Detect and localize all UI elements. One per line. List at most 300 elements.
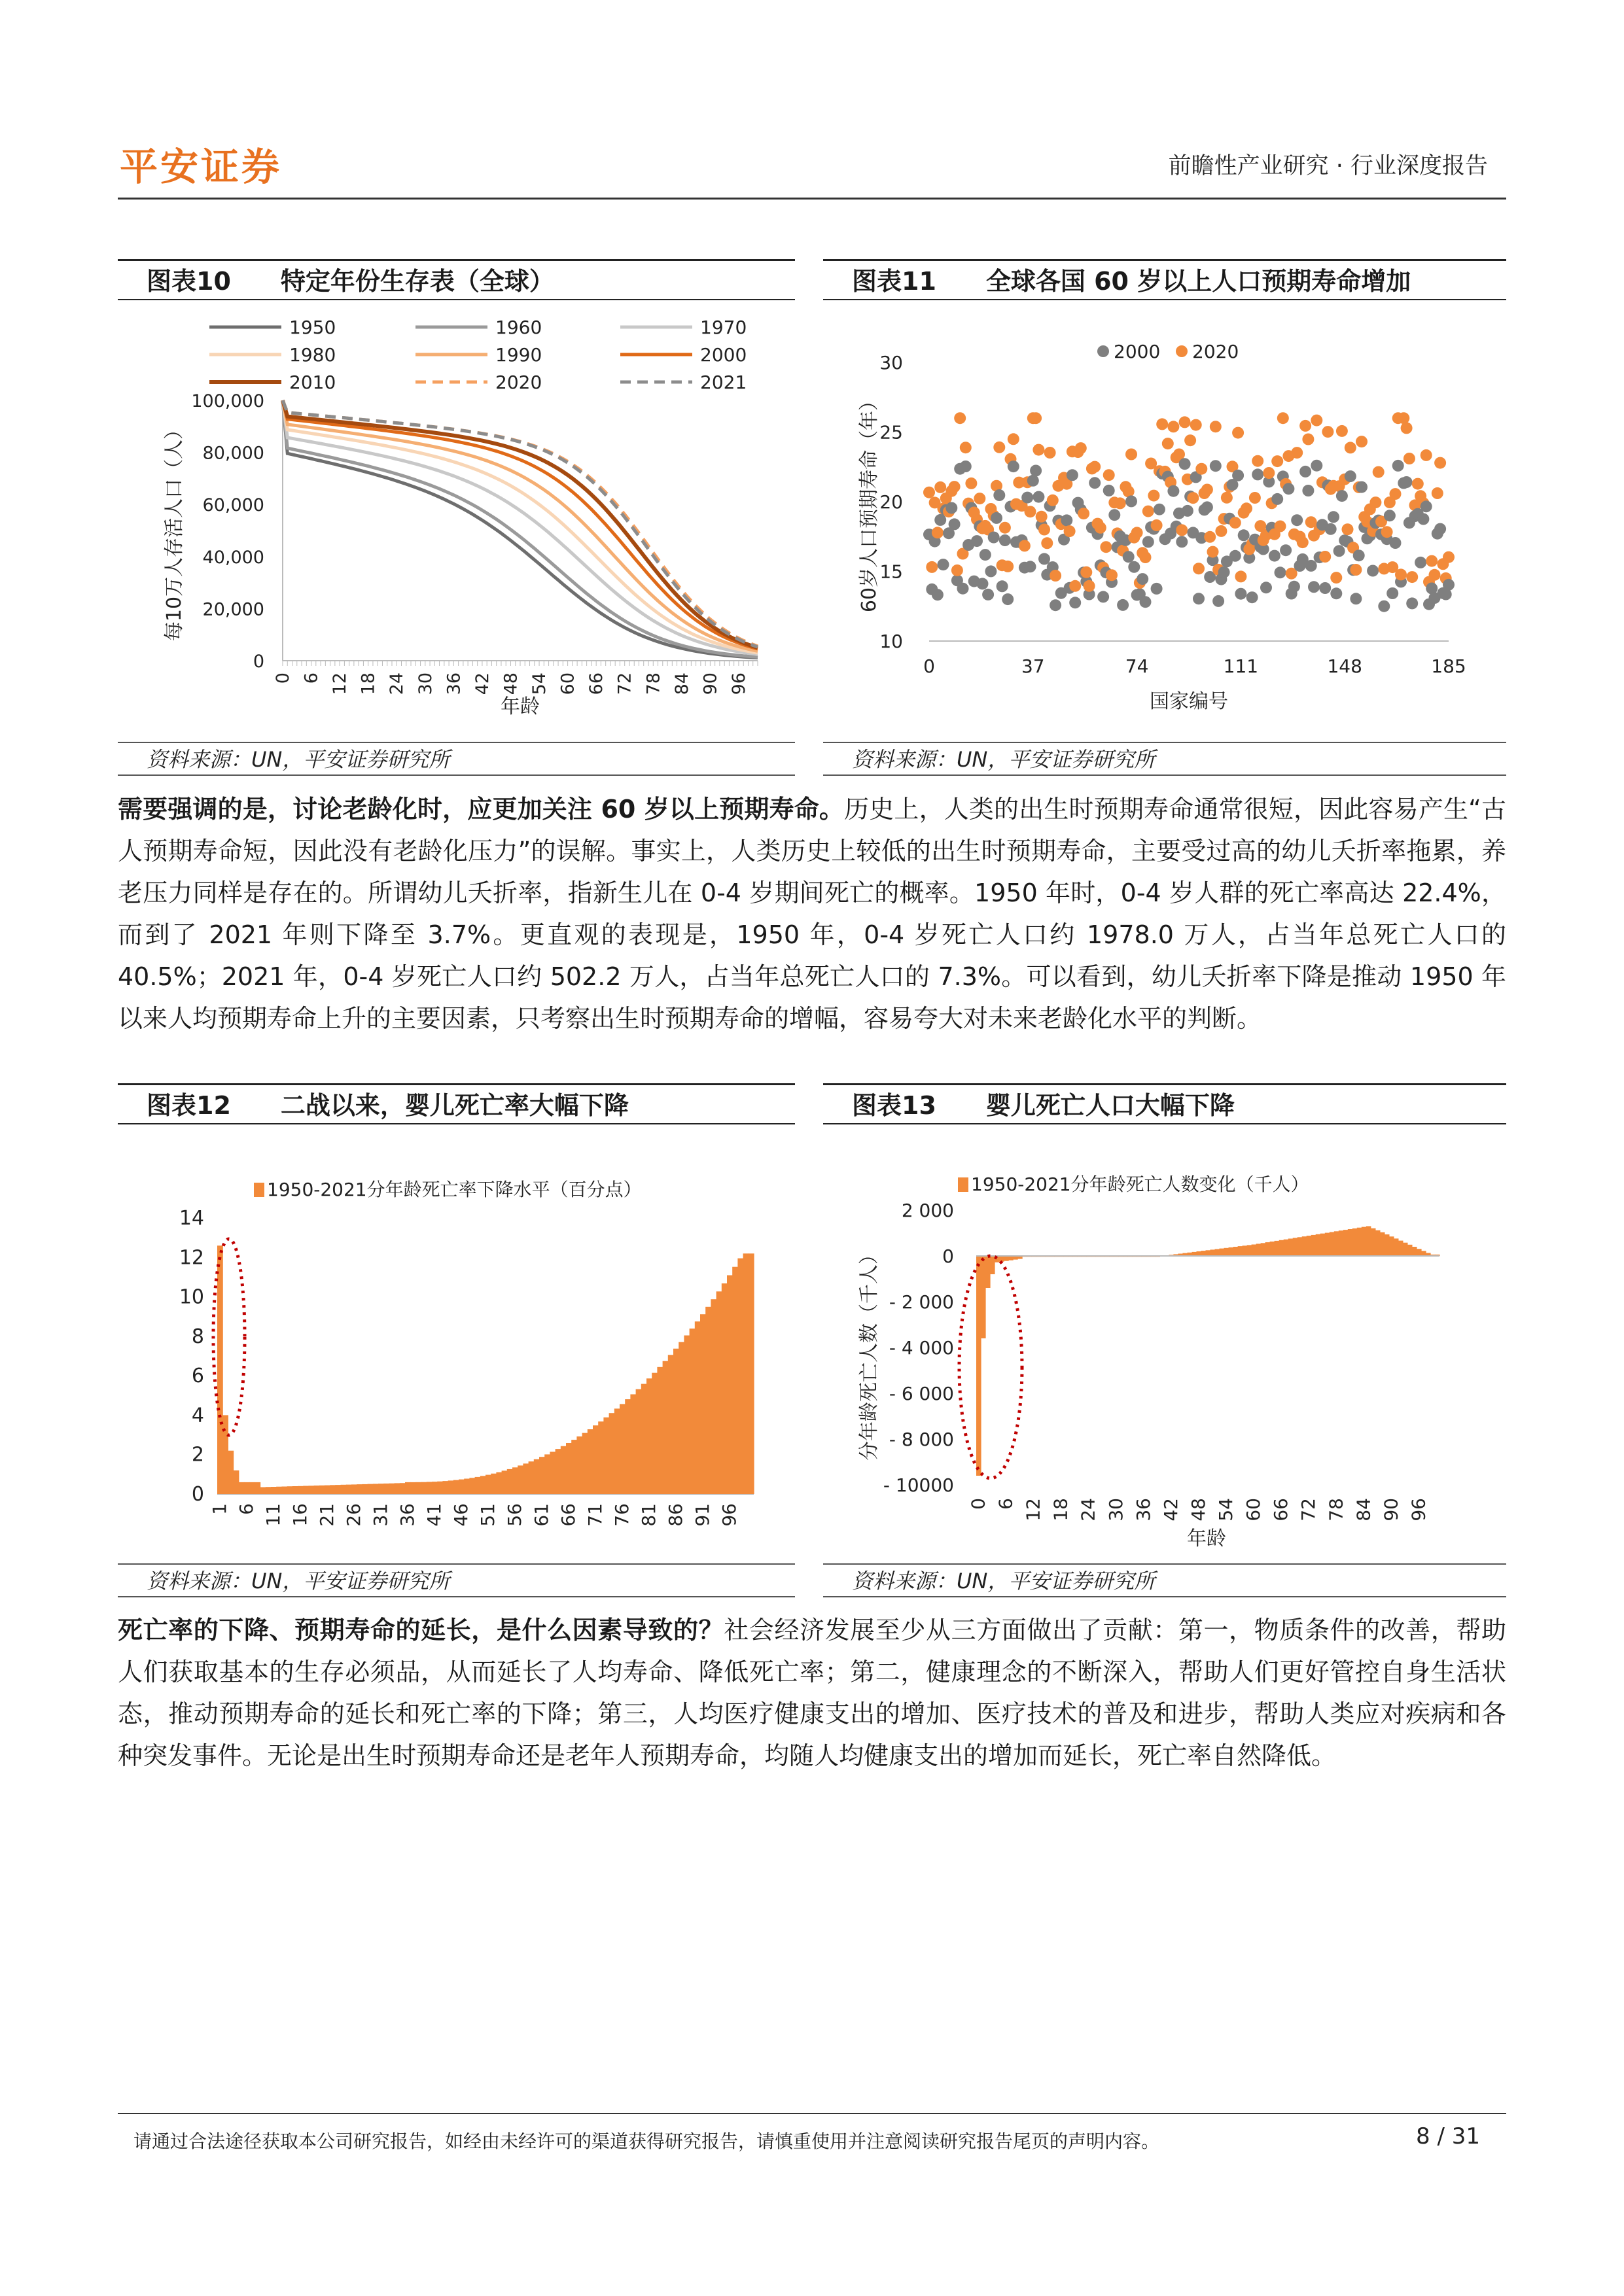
fig12-bar bbox=[341, 1485, 347, 1494]
fig13-y-tick: 2 000 bbox=[901, 1200, 954, 1221]
fig10-x-tick: 66 bbox=[586, 672, 607, 695]
fig12-bar bbox=[415, 1482, 421, 1494]
dot-2020 bbox=[1106, 569, 1118, 581]
fig12-x-tick: 56 bbox=[504, 1503, 526, 1527]
dot-2020 bbox=[1140, 551, 1152, 563]
fig12-bar bbox=[722, 1283, 728, 1494]
dot-2000 bbox=[999, 534, 1011, 546]
dot-2020 bbox=[1030, 412, 1042, 424]
fig12-bar bbox=[571, 1440, 577, 1494]
fig13-bar bbox=[1293, 1238, 1298, 1256]
dot-2000 bbox=[1434, 523, 1446, 535]
fig12-bar bbox=[566, 1443, 572, 1494]
dot-2020 bbox=[1221, 492, 1233, 504]
dot-2000 bbox=[1328, 511, 1339, 523]
fig13-x-tick: 12 bbox=[1022, 1498, 1044, 1522]
fig11-y-label: 60岁人口预期寿命（年） bbox=[858, 391, 881, 613]
fig12-bar bbox=[663, 1361, 669, 1494]
fig13-bar bbox=[1220, 1249, 1225, 1256]
legend-label-fig13: 1950-2021分年龄死亡人数变化（千人） bbox=[971, 1174, 1309, 1195]
fig12-bar bbox=[582, 1433, 588, 1494]
dot-2020 bbox=[1350, 564, 1362, 576]
fig12-bar bbox=[276, 1487, 282, 1494]
fig13-bar bbox=[1256, 1244, 1262, 1256]
fig13-bar bbox=[1215, 1249, 1220, 1257]
dot-2020 bbox=[1187, 492, 1199, 504]
dot-2020 bbox=[1148, 490, 1159, 502]
dot-2000 bbox=[1417, 513, 1429, 525]
dot-2000 bbox=[1002, 593, 1014, 605]
legend-dot-2000 bbox=[1097, 345, 1109, 357]
fig12-x-tick: 86 bbox=[665, 1503, 687, 1527]
fig12-bar bbox=[576, 1436, 582, 1494]
fig13-bar bbox=[1297, 1237, 1303, 1256]
fig12-bar bbox=[550, 1452, 556, 1494]
dot-2020 bbox=[1319, 551, 1331, 563]
fig13-bar bbox=[1407, 1245, 1413, 1256]
fig13-bar bbox=[1206, 1250, 1211, 1256]
fig12-x-tick: 26 bbox=[343, 1503, 365, 1527]
fig12-bar bbox=[641, 1384, 647, 1494]
fig13-bar bbox=[1210, 1249, 1216, 1256]
fig10-y-tick: 100,000 bbox=[191, 391, 264, 411]
fig12-bar bbox=[534, 1459, 540, 1494]
fig12-bar bbox=[362, 1484, 368, 1494]
dot-2020 bbox=[1195, 463, 1207, 475]
dot-2000 bbox=[1212, 595, 1224, 607]
fig13-x-tick: 72 bbox=[1297, 1498, 1320, 1522]
fig12-bar bbox=[271, 1487, 277, 1494]
dot-2020 bbox=[1434, 457, 1446, 469]
dot-2000 bbox=[1097, 591, 1109, 602]
dot-2020 bbox=[1114, 497, 1126, 509]
dot-2000 bbox=[1288, 581, 1300, 593]
dot-2000 bbox=[1061, 514, 1072, 526]
dot-2000 bbox=[1305, 560, 1317, 572]
fig12-bar bbox=[357, 1484, 362, 1494]
fig12-bar bbox=[383, 1484, 389, 1494]
dot-2000 bbox=[997, 580, 1008, 592]
fig13-y-tick: - 2 000 bbox=[889, 1291, 954, 1313]
fig10-y-tick: 0 bbox=[253, 652, 264, 672]
dot-2020 bbox=[1095, 522, 1106, 534]
page-number: 8 / 31 bbox=[1416, 2123, 1480, 2149]
dot-2000 bbox=[1103, 485, 1115, 496]
dot-2000 bbox=[1415, 557, 1426, 568]
dot-2020 bbox=[1176, 524, 1188, 536]
dot-2020 bbox=[993, 442, 1005, 453]
fig12-bar bbox=[260, 1487, 266, 1495]
dot-2000 bbox=[1336, 490, 1348, 502]
paragraph-causes-lead: 死亡率的下降、预期寿命的延长，是什么因素导致的？ bbox=[118, 1616, 724, 1644]
fig13-bar bbox=[1385, 1234, 1390, 1256]
dot-2000 bbox=[1291, 514, 1303, 526]
dot-2000 bbox=[1333, 545, 1345, 557]
fig10-y-tick: 60,000 bbox=[202, 495, 264, 516]
dot-2000 bbox=[1151, 583, 1163, 595]
legend-label-fig12: 1950-2021分年龄死亡率下降水平（百分点） bbox=[267, 1179, 642, 1200]
dot-2000 bbox=[991, 512, 1002, 524]
dot-2020 bbox=[1297, 536, 1309, 548]
fig12-y-tick: 2 bbox=[191, 1443, 204, 1467]
legend-label-1950: 1950 bbox=[289, 317, 336, 338]
dot-2020 bbox=[1207, 546, 1219, 558]
dot-2020 bbox=[954, 412, 966, 424]
fig11-y-tick: 25 bbox=[879, 421, 903, 444]
fig13-x-tick: 96 bbox=[1407, 1498, 1430, 1522]
fig13-bar bbox=[1375, 1230, 1381, 1256]
fig13-bar bbox=[1197, 1251, 1202, 1256]
fig12-bar bbox=[652, 1373, 658, 1494]
fig12-bar bbox=[749, 1253, 754, 1494]
fig12-bar bbox=[373, 1484, 379, 1494]
fig11-title: 图表11 全球各国 60 岁以上人口预期寿命增加 bbox=[823, 259, 1506, 300]
dot-2000 bbox=[1280, 544, 1292, 556]
fig12-x-tick: 46 bbox=[450, 1503, 472, 1527]
dot-2020 bbox=[1210, 421, 1222, 432]
dot-2020 bbox=[1142, 506, 1154, 517]
dot-2000 bbox=[1125, 495, 1137, 507]
dot-2000 bbox=[1319, 582, 1331, 594]
report-type: 前瞻性产业研究 · 行业深度报告 bbox=[1168, 153, 1488, 179]
dot-2020 bbox=[960, 442, 972, 453]
dot-2000 bbox=[993, 489, 1005, 501]
dot-2020 bbox=[1345, 442, 1356, 453]
fig12-bar bbox=[609, 1413, 615, 1494]
fig10-x-tick: 96 bbox=[728, 672, 749, 695]
dot-2000 bbox=[1367, 565, 1379, 577]
fig12-bar bbox=[529, 1461, 535, 1494]
fig13-bar bbox=[1238, 1246, 1243, 1256]
fig12-bar bbox=[716, 1291, 722, 1494]
legend-label-1990: 1990 bbox=[495, 344, 542, 366]
dot-2020 bbox=[1356, 436, 1368, 447]
fig12-bar bbox=[368, 1484, 374, 1494]
fig13-x-tick: 78 bbox=[1325, 1498, 1347, 1522]
dot-2020 bbox=[1064, 525, 1076, 537]
dot-2000 bbox=[1030, 465, 1042, 477]
fig10-x-tick: 42 bbox=[472, 672, 493, 695]
dot-2000 bbox=[1260, 582, 1272, 593]
dot-2020 bbox=[1229, 517, 1241, 529]
dot-2020 bbox=[1038, 524, 1050, 536]
dot-2000 bbox=[1025, 561, 1036, 572]
fig12-bar bbox=[523, 1463, 529, 1494]
dot-2020 bbox=[1381, 526, 1393, 538]
fig12-bar bbox=[351, 1484, 357, 1494]
fig13-y-tick: - 10000 bbox=[883, 1474, 954, 1496]
dot-2020 bbox=[1167, 421, 1179, 432]
fig13-bar bbox=[1008, 1256, 1014, 1261]
fig12-bar bbox=[427, 1482, 432, 1494]
dot-2020 bbox=[1311, 415, 1322, 426]
fig13-bar bbox=[976, 1256, 981, 1476]
fig10-chart bbox=[118, 302, 795, 740]
legend-label-2000: 2000 bbox=[700, 344, 747, 366]
dot-2020 bbox=[1443, 551, 1455, 563]
fig10-x-tick: 18 bbox=[358, 672, 379, 695]
fig13-bar bbox=[1233, 1247, 1239, 1256]
fig13-x-tick: 90 bbox=[1380, 1498, 1402, 1522]
fig11-x-tick: 74 bbox=[1125, 655, 1149, 677]
fig12-bar bbox=[700, 1314, 706, 1494]
fig12-bar bbox=[437, 1482, 443, 1494]
dot-2020 bbox=[999, 522, 1011, 534]
fig12-bar bbox=[625, 1399, 631, 1494]
fig11-y-tick: 10 bbox=[879, 631, 903, 652]
dot-2020 bbox=[1271, 455, 1283, 467]
fig12-bar bbox=[518, 1465, 523, 1494]
fig13-bar bbox=[1366, 1226, 1371, 1257]
dot-2020 bbox=[1395, 568, 1407, 580]
fig11-source: 资料来源：UN，平安证券研究所 bbox=[823, 742, 1506, 776]
fig10-y-tick: 80,000 bbox=[202, 443, 264, 464]
dot-2020 bbox=[1263, 467, 1275, 479]
fig13-x-tick: 84 bbox=[1352, 1498, 1375, 1522]
fig10-title: 图表10 特定年份生存表（全球） bbox=[118, 259, 795, 300]
fig12-bar bbox=[410, 1482, 416, 1494]
fig12-title: 图表12 二战以来，婴儿死亡率大幅下降 bbox=[118, 1083, 795, 1124]
fig13-x-tick: 6 bbox=[995, 1498, 1017, 1510]
fig13-source: 资料来源：UN，平安证券研究所 bbox=[823, 1563, 1506, 1597]
fig10-series-1980 bbox=[283, 400, 758, 653]
dot-2000 bbox=[1167, 485, 1179, 497]
dot-2020 bbox=[1100, 541, 1112, 553]
dot-2000 bbox=[1392, 460, 1404, 472]
dot-2000 bbox=[1302, 485, 1314, 496]
fig12-x-tick: 41 bbox=[423, 1503, 446, 1527]
fig13-bar bbox=[1412, 1247, 1417, 1256]
dot-2000 bbox=[1386, 587, 1398, 599]
fig12-x-tick: 31 bbox=[370, 1503, 392, 1527]
fig12-bar bbox=[690, 1329, 696, 1494]
fig12-x-tick: 66 bbox=[557, 1503, 580, 1527]
fig12-bar bbox=[614, 1408, 620, 1494]
fig12-x-tick: 71 bbox=[584, 1503, 607, 1527]
fig11-chart bbox=[823, 302, 1506, 740]
dot-2020 bbox=[1275, 521, 1286, 532]
dot-2020 bbox=[965, 478, 977, 489]
legend-label-2020: 2020 bbox=[1192, 341, 1239, 362]
fig12-bar bbox=[705, 1307, 711, 1494]
dot-2020 bbox=[1036, 511, 1048, 523]
fig13-highlight-ellipse bbox=[959, 1256, 1022, 1478]
dot-2000 bbox=[1271, 493, 1283, 505]
fig12-bar bbox=[421, 1482, 427, 1494]
fig12-bar bbox=[657, 1367, 663, 1494]
dot-2000 bbox=[1117, 599, 1129, 611]
fig13-x-tick: 42 bbox=[1159, 1498, 1182, 1522]
fig10-series-2020 bbox=[283, 400, 758, 646]
fig10-source: 资料来源：UN，平安证券研究所 bbox=[118, 742, 795, 776]
fig10-x-label: 年龄 bbox=[501, 695, 540, 718]
dot-2000 bbox=[1069, 597, 1081, 608]
fig12-bar bbox=[491, 1474, 497, 1494]
fig11-x-tick: 148 bbox=[1327, 655, 1362, 677]
fig12-y-tick: 10 bbox=[179, 1285, 204, 1309]
fig12-bar bbox=[217, 1245, 223, 1494]
dot-2020 bbox=[1184, 434, 1196, 446]
fig12-bar bbox=[234, 1470, 239, 1494]
dot-2020 bbox=[1398, 412, 1409, 424]
fig11-x-tick: 37 bbox=[1021, 655, 1045, 677]
fig12-bar bbox=[556, 1449, 561, 1494]
fig10-x-tick: 24 bbox=[387, 672, 408, 695]
dot-2020 bbox=[1299, 420, 1311, 432]
fig13-x-tick: 66 bbox=[1270, 1498, 1292, 1522]
fig12-bar bbox=[378, 1484, 384, 1494]
dot-2020 bbox=[1151, 519, 1163, 531]
fig10-series-2000 bbox=[283, 400, 758, 649]
dot-2000 bbox=[1238, 529, 1250, 541]
dot-2020 bbox=[1050, 570, 1061, 582]
dot-2000 bbox=[1218, 566, 1230, 578]
fig12-bar bbox=[335, 1485, 341, 1494]
fig12-y-tick: 0 bbox=[191, 1483, 204, 1506]
legend-label-2000: 2000 bbox=[1114, 341, 1161, 362]
fig13-y-tick: - 6 000 bbox=[889, 1383, 954, 1404]
fig13-bar bbox=[1201, 1251, 1207, 1256]
fig13-bar bbox=[1302, 1236, 1307, 1256]
fig13-x-tick: 18 bbox=[1050, 1498, 1072, 1522]
dot-2020 bbox=[1201, 484, 1213, 496]
dot-2000 bbox=[1275, 566, 1286, 578]
fig12-bar bbox=[222, 1415, 228, 1494]
dot-2000 bbox=[1229, 550, 1241, 562]
dot-2020 bbox=[932, 527, 944, 538]
fig12-bar bbox=[346, 1485, 352, 1494]
dot-2020 bbox=[1190, 419, 1202, 431]
fig13-x-tick: 30 bbox=[1104, 1498, 1127, 1522]
fig13-bar bbox=[1270, 1242, 1275, 1256]
fig12-bar bbox=[395, 1483, 400, 1494]
dot-2000 bbox=[1210, 460, 1222, 472]
dot-2020 bbox=[1252, 455, 1263, 467]
dot-2000 bbox=[1350, 593, 1362, 604]
dot-2020 bbox=[1041, 537, 1053, 549]
fig12-bar bbox=[475, 1477, 481, 1494]
dot-2000 bbox=[1038, 553, 1050, 565]
dot-2020 bbox=[949, 481, 961, 493]
dot-2020 bbox=[1369, 496, 1381, 508]
paragraph-aging-lead: 需要强调的是，讨论老龄化时，应更加关注 60 岁以上预期寿命。 bbox=[118, 795, 845, 824]
fig12-x-tick: 6 bbox=[236, 1503, 258, 1515]
dot-2020 bbox=[1426, 555, 1438, 567]
legend-label-1970: 1970 bbox=[700, 317, 747, 338]
dot-2020 bbox=[1080, 566, 1092, 578]
fig12-bar bbox=[603, 1418, 609, 1494]
fig13-y-tick: 0 bbox=[942, 1245, 954, 1267]
fig13-bar bbox=[1398, 1241, 1403, 1256]
fig13-bar bbox=[1224, 1248, 1229, 1256]
fig13-x-tick: 24 bbox=[1077, 1498, 1099, 1522]
dot-2000 bbox=[1325, 523, 1337, 535]
fig13-bar bbox=[981, 1256, 986, 1338]
dot-2000 bbox=[988, 532, 1000, 544]
dot-2020 bbox=[1249, 492, 1261, 504]
fig12-x-tick: 81 bbox=[638, 1503, 660, 1527]
fig13-bar bbox=[1229, 1247, 1234, 1256]
fig12-x-tick: 91 bbox=[692, 1503, 714, 1527]
dot-2000 bbox=[985, 565, 997, 577]
dot-2020 bbox=[1429, 569, 1441, 581]
fig12-x-tick: 21 bbox=[316, 1503, 338, 1527]
fig13-bar bbox=[1252, 1245, 1257, 1257]
fig13-bar bbox=[1284, 1240, 1289, 1256]
fig12-bar bbox=[679, 1342, 684, 1494]
fig13-y-tick: - 8 000 bbox=[889, 1429, 954, 1450]
fig13-bar bbox=[1339, 1230, 1344, 1256]
fig12-bar bbox=[496, 1472, 502, 1494]
fig13-bar bbox=[1320, 1234, 1326, 1256]
dot-2020 bbox=[1373, 466, 1385, 478]
fig13-bar bbox=[1352, 1228, 1358, 1256]
fig13-title: 图表13 婴儿死亡人口大幅下降 bbox=[823, 1083, 1506, 1124]
dot-2020 bbox=[1322, 426, 1333, 438]
dot-2000 bbox=[1089, 477, 1101, 489]
fig10-x-tick: 30 bbox=[415, 672, 436, 695]
fig13-bar bbox=[1348, 1229, 1353, 1256]
dot-2020 bbox=[1401, 422, 1413, 434]
dot-2000 bbox=[1353, 549, 1365, 561]
fig12-bar bbox=[598, 1421, 604, 1494]
paragraph-aging-body: 历史上，人类的出生时预期寿命通常很短，因此容易产生“古人预期寿命短，因此没有老龄化压力”的误解。事实上，人类历史上较低的出生时预期寿命，主要受过高的幼儿夭折率拖累，养老压力同样是存在的。所谓幼儿夭折率，指新生儿在 0-4 岁期间死亡的概率。1950 年时，0-4 岁人群的死亡率高达 22.4%，而到了 2021 年则下降至 3.7%。更直观的表现是，1950 年，0-4 岁死亡人口约 1978.0 万人，占当年总死亡人口的 40.5%；2021 年，0-4 岁死亡人口约 502.2 万人，占当年总死亡人口的 7.3%。可以看到，幼儿夭折率下降是推动 1950 年以来人均预期寿命上升的主要因素，只考察出生时预期寿命的增幅，容易夸大对未来老龄化水平的判断。 bbox=[118, 795, 1506, 1033]
fig12-bar bbox=[464, 1479, 470, 1495]
fig12-bar bbox=[453, 1480, 459, 1494]
dot-2020 bbox=[1103, 469, 1115, 481]
fig13-bar bbox=[1389, 1236, 1394, 1256]
fig12-bar bbox=[244, 1482, 250, 1494]
dot-2020 bbox=[1215, 525, 1227, 537]
fig10-y-tick: 20,000 bbox=[202, 599, 264, 620]
dot-2000 bbox=[1330, 587, 1342, 599]
fig12-bar bbox=[314, 1486, 320, 1494]
dot-2020 bbox=[1019, 540, 1031, 551]
fig10-x-tick: 0 bbox=[273, 672, 293, 684]
fig12-x-tick: 11 bbox=[262, 1503, 285, 1527]
fig12-bar bbox=[673, 1349, 679, 1494]
fig13-bar bbox=[1417, 1249, 1422, 1256]
dot-2000 bbox=[1008, 461, 1019, 472]
dot-2020 bbox=[1302, 434, 1314, 445]
fig12-bar bbox=[281, 1487, 287, 1495]
dot-2020 bbox=[1204, 531, 1216, 543]
fig12-x-tick: 1 bbox=[209, 1503, 231, 1515]
fig12-bar bbox=[319, 1486, 325, 1494]
dot-2000 bbox=[1390, 537, 1402, 549]
fig11-y-tick: 20 bbox=[879, 491, 903, 513]
fig12-bar bbox=[507, 1469, 513, 1494]
dot-2020 bbox=[1156, 418, 1168, 430]
fig12-bar bbox=[502, 1470, 508, 1494]
dot-2020 bbox=[951, 565, 963, 576]
fig13-bar bbox=[1421, 1251, 1426, 1256]
fig12-bar bbox=[432, 1482, 438, 1494]
dot-2000 bbox=[1384, 510, 1396, 521]
fig12-y-tick: 12 bbox=[179, 1246, 204, 1270]
fig11-x-tick: 0 bbox=[923, 655, 935, 677]
dot-2020 bbox=[1162, 438, 1174, 449]
dot-2000 bbox=[957, 583, 969, 595]
fig12-bar bbox=[330, 1485, 336, 1494]
paragraph-causes-body: 社会经济发展至少从三方面做出了贡献：第一，物质条件的改善，帮助人们获取基本的生存必须品，从而延长了人均寿命、降低死亡率；第二，健康理念的不断深入，帮助人们更好管控自身生活状态，推动预期寿命的延长和死亡率的下降；第三，人均医疗健康支出的增加、医疗技术的普及和进步，帮助人类应对疾病和各种突发事件。无论是出生时预期寿命还是老年人预期寿命，均随人均健康支出的增加而延长，死亡率自然降低。 bbox=[118, 1616, 1506, 1770]
fig13-bar bbox=[985, 1256, 991, 1288]
fig12-x-tick: 51 bbox=[477, 1503, 499, 1527]
dot-2000 bbox=[1137, 573, 1148, 585]
fig12-bar bbox=[459, 1480, 465, 1494]
paragraph-causes bbox=[118, 1609, 1506, 1832]
dot-2020 bbox=[1232, 427, 1244, 439]
